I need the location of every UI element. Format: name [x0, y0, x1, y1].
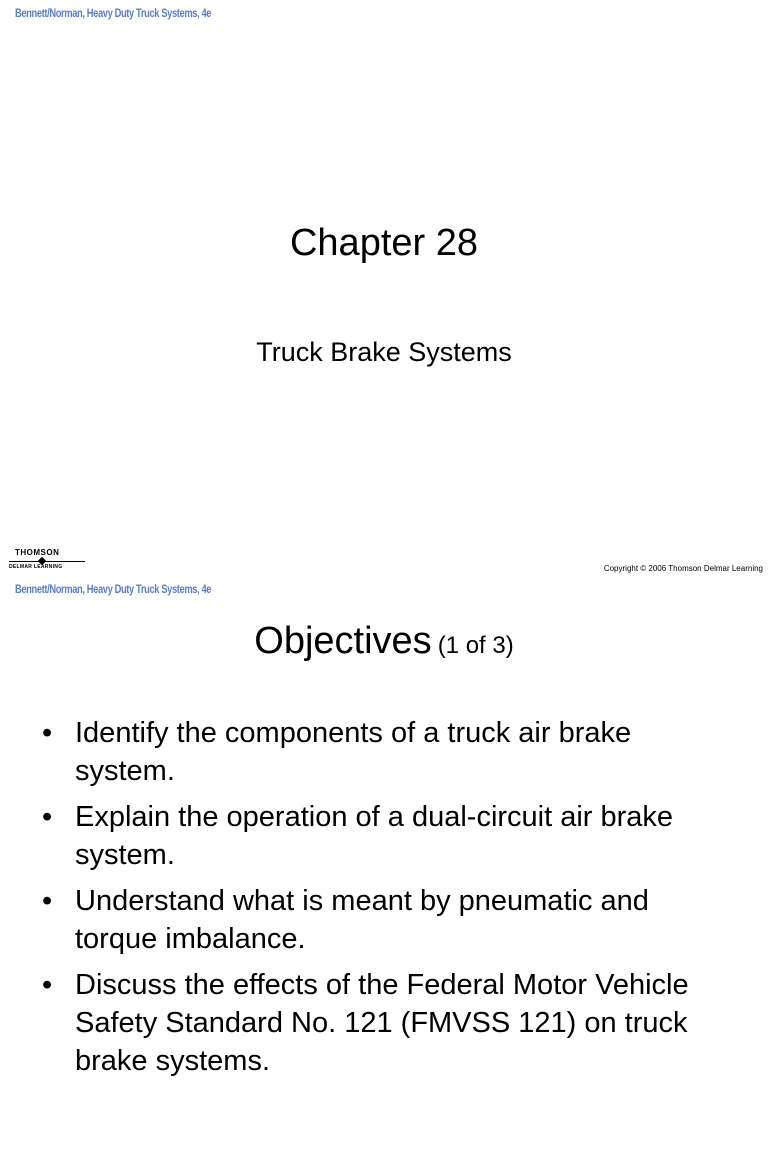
objective-text: Explain the operation of a dual-circuit air brake system.	[75, 801, 674, 871]
bullet-icon: •	[42, 717, 53, 749]
bullet-icon: •	[42, 885, 53, 917]
bullet-icon: •	[42, 801, 53, 833]
bullet-icon: •	[42, 969, 53, 1001]
logo-delmar-text: DELMAR LEARNING	[9, 564, 63, 570]
objective-item	[40, 714, 730, 790]
publisher-logo	[9, 548, 89, 572]
objectives-title-main: Objectives	[254, 620, 432, 662]
objective-text: Understand what is meant by pneumatic and torque imbalance.	[75, 885, 649, 955]
chapter-title: Chapter 28	[289, 222, 478, 264]
objectives-title	[0, 620, 768, 663]
objectives-list	[40, 714, 730, 1088]
objectives-title-counter: (1 of 3)	[437, 632, 514, 659]
objective-text: Discuss the effects of the Federal Motor Vehicle Safety Standard No. 121 (FMVSS 121) on truck brake systems.	[75, 969, 689, 1077]
chapter-subtitle: Truck Brake Systems	[256, 337, 512, 367]
objective-item	[40, 966, 730, 1080]
slide-header: Bennett/Norman, Heavy Duty Truck Systems, 4e	[15, 582, 212, 596]
objectives-slide	[0, 576, 768, 1152]
logo-rule	[9, 561, 85, 562]
logo-thomson-text: THOMSON	[15, 548, 60, 557]
slide-header: Bennett/Norman, Heavy Duty Truck Systems, 4e	[15, 6, 212, 20]
objective-text: Identify the components of a truck air brake system.	[75, 717, 632, 787]
objective-item	[40, 882, 730, 958]
copyright-notice: Copyright © 2006 Thomson Delmar Learning	[603, 564, 763, 573]
objective-item	[40, 798, 730, 874]
